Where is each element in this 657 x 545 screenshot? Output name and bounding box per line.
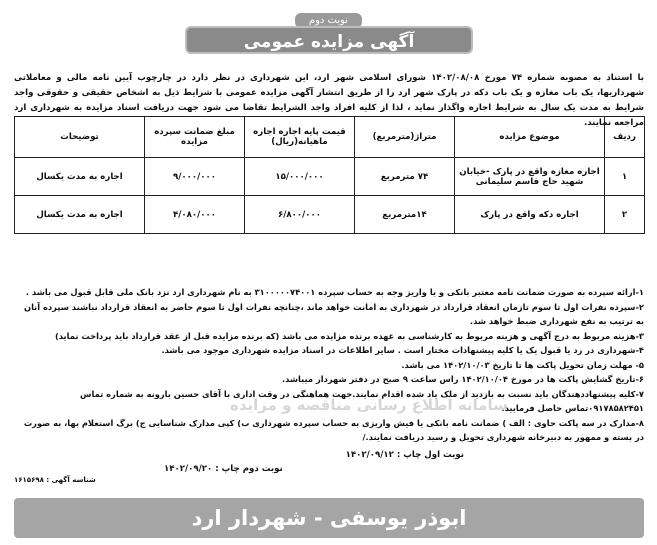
- cell-notes: اجاره به مدت یکسال: [15, 158, 145, 196]
- header-row-number: ردیف: [605, 117, 645, 158]
- first-print-date: نوبت اول چاپ : ۱۴۰۲/۰۹/۱۲: [345, 450, 464, 460]
- second-print-date: نوبت دوم چاپ : ۱۴۰۲/۰۹/۲۰: [164, 464, 283, 474]
- cell-notes: اجاره به مدت یکسال: [15, 196, 145, 234]
- watermark: سامانه اطلاع رسانی مناقصه و مزایده: [230, 396, 508, 414]
- cell-area: ۱۴مترمربع: [355, 196, 455, 234]
- header-deposit: مبلغ ضمانت سپرده مزایده: [145, 117, 245, 158]
- cell-subject: اجاره دکه واقع در پارک: [455, 196, 605, 234]
- condition-item: ۴-شهرداری در رد یا قبول یک یا کلیه پیشنهادات مختار است . سایر اطلاعات در اسناد مزایده شهرداری موجود می باشد.: [161, 345, 644, 355]
- print-round-badge: نوبت دوم: [295, 13, 362, 28]
- notice-title: آگهی مزایده عمومی: [185, 26, 473, 54]
- table-row: [15, 158, 645, 196]
- intro-paragraph: با استناد به مصوبه شماره ۷۴ مورخ ۱۴۰۲/۰۸/۰۸ شورای اسلامی شهر ارد، این شهرداری در نظر دارد در چارچوب آیین نامه مالی و معاملاتی شهرداریها، یک باب مغازه و یک باب دکه در پارک شهر ارد را از طریق انتشار آگهی مزایده عمومی با شرایط ذیل به اشخاص حقیقی و حقوقی واجد شرایط به مدت یک سال به شرایط اجاره واگذار نماید ، لذا از کلیه افراد واجد الشرایط تقاضا می شود جهت دریافت اسناد مزایده به شهرداری ارد مراجعه نمایند.: [14, 72, 645, 128]
- cell-base-rent: ۶/۸۰۰/۰۰۰: [245, 196, 355, 234]
- auction-table: [14, 116, 645, 234]
- ad-id: شناسه آگهی : ۱۶۱۵۶۹۸: [14, 476, 96, 484]
- condition-item: ۳-هزینه مربوط به درج آگهی و هزینه مربوط به کارشناسی به عهده برنده مزایده می باشد (که برنده مزایده قبل از عقد قرارداد باید پرداخت نماید): [54, 330, 644, 341]
- signature-footer: ابوذر یوسفی - شهردار ارد: [14, 498, 644, 538]
- cell-row-number: ۱: [605, 158, 645, 196]
- condition-item: ۵- مهلت زمان تحویل پاکت ها تا تاریخ ۱۴۰۲/۱۰/۰۳ می باشد.: [401, 359, 644, 370]
- cell-deposit: ۴/۰۸۰/۰۰۰: [145, 196, 245, 234]
- header-subject: موضوع مزایده: [455, 117, 605, 158]
- print-dates: [14, 448, 644, 486]
- cell-deposit: ۹/۰۰۰/۰۰۰: [145, 158, 245, 196]
- cell-row-number: ۲: [605, 196, 645, 234]
- conditions-list: [14, 285, 644, 445]
- condition-item: ۷-کلیه پیشنهاددهندگان باید نسبت به بازدید از ملک یاد شده اقدام نمایند.جهت هماهنگی در وقت اداری با آقای حسین بارونه به شماره تماس ۰۹۱۷۸۵۸۲۴۵۱تماس حاصل فرمایید.: [80, 388, 644, 413]
- header-notes: توضیحات: [15, 117, 145, 158]
- header-area: متراژ(مترمربع): [355, 117, 455, 158]
- cell-subject: اجاره مغازه واقع در پارک -خیابان شهید حاج قاسم سلیمانی: [455, 158, 605, 196]
- table-header-row: [15, 117, 645, 158]
- cell-base-rent: ۱۵/۰۰۰/۰۰۰: [245, 158, 355, 196]
- condition-item: ۸-مدارک در سه پاکت حاوی : الف ) ضمانت نامه بانکی یا فیش واریزی به حساب سپرده شهرداری ب) کپی مدارک شناسایی ج) برگ استعلام بها، به صورت در بسته و ممهور به دبیرخانه شهرداری تحویل و رسید دریافت نمایند./: [23, 417, 644, 442]
- header-base-rent: قیمت پایه اجاره اجاره ماهیانه(ریال): [245, 117, 355, 158]
- condition-item: ۶-تاریخ گشایش پاکت ها در مورخ ۱۴۰۲/۱۰/۰۴ راس ساعت ۹ صبح در دفتر شهردار میباشد.: [281, 374, 644, 384]
- condition-item: ۲-سپرده نفرات اول تا سوم تازمان انعقاد قرارداد در شهرداری به امانت خواهد ماند ،چنانچه نفرات اول تا سوم حاضر به انعقاد قرارداد نباشند سپرده آنان به ترتیب به نفع شهرداری ضبط خواهد شد.: [23, 301, 644, 326]
- cell-area: ۷۴ مترمربع: [355, 158, 455, 196]
- badge-wrap: [0, 8, 657, 28]
- table-row: [15, 196, 645, 234]
- condition-item: ۱-ارائه سپرده به صورت ضمانت نامه معتبر بانکی و یا واریز وجه به حساب سپرده ۳۱۰۰۰۰۰۷۴۰۰۱ به نام شهرداری ارد نزد بانک ملی قابل قبول می باشد .: [25, 287, 644, 297]
